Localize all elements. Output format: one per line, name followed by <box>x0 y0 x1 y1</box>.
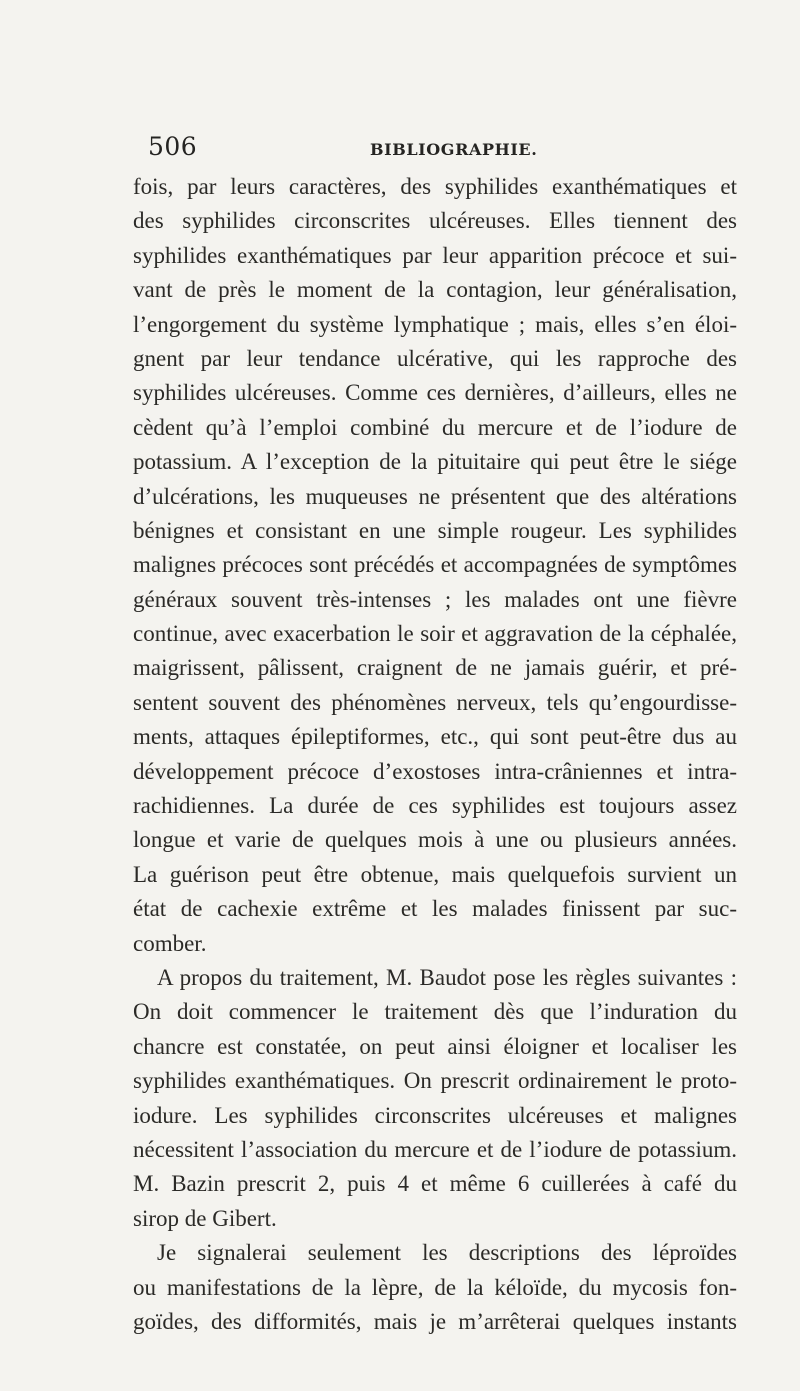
running-title: BIBLIOGRAPHIE. <box>370 140 538 159</box>
text-line: généraux souvent très-intenses ; les malades ont une fièvre <box>133 586 737 612</box>
text-line: bénignes et consistant en une simple rougeur. Les syphilides <box>133 517 737 543</box>
text-line: sirop de Gibert. <box>133 1205 277 1231</box>
text-line: ments, attaques épileptiformes, etc., qui sont peut-être dus au <box>133 724 737 750</box>
text-line: On doit commencer le traitement dès que l’induration du <box>133 999 737 1025</box>
text-line: syphilides exanthématiques. On prescrit ordinairement le proto- <box>133 1068 737 1094</box>
text-line: malignes précoces sont précédés et accompagnées de symptômes <box>133 552 737 578</box>
text-line: état de cachexie extrême et les malades finissent par suc- <box>133 896 737 922</box>
text-line: gnent par leur tendance ulcérative, qui les rapproche des <box>133 345 737 371</box>
text-line: syphilides exanthématiques par leur apparition précoce et sui- <box>133 242 737 268</box>
text-line: M. Bazin prescrit 2, puis 4 et même 6 cuillerées à café du <box>133 1171 737 1197</box>
text-line: sentent souvent des phénomènes nerveux, tels qu’engourdisse- <box>133 689 737 715</box>
text-line: iodure. Les syphilides circonscrites ulcéreuses et malignes <box>133 1102 737 1128</box>
paragraph-3 <box>133 1236 737 1339</box>
text-line: goïdes, des difformités, mais je m’arrêterai quelques instants <box>133 1308 737 1334</box>
text-line: A propos du traitement, M. Baudot pose les règles suivantes : <box>157 964 737 990</box>
text-line: potassium. A l’exception de la pituitaire qui peut être le siége <box>133 449 737 475</box>
text-line: d’ulcérations, les muqueuses ne présentent que des altérations <box>133 483 737 509</box>
text-line: rachidiennes. La durée de ces syphilides est toujours assez <box>133 793 737 819</box>
text-line: comber. <box>133 930 207 956</box>
text-line: ou manifestations de la lèpre, de la kéloïde, du mycosis fon- <box>133 1274 737 1300</box>
text-line: maigrissent, pâlissent, craignent de ne jamais guérir, et pré- <box>133 655 737 681</box>
text-line: La guérison peut être obtenue, mais quelquefois survient un <box>133 861 737 887</box>
text-line: longue et varie de quelques mois à une ou plusieurs années. <box>133 827 737 853</box>
text-line: syphilides ulcéreuses. Comme ces dernières, d’ailleurs, elles ne <box>133 380 737 406</box>
body-text <box>133 170 737 1339</box>
page-header <box>148 128 738 168</box>
page-number: 506 <box>148 132 198 161</box>
text-line: nécessitent l’association du mercure et de l’iodure de potassium. <box>133 1136 737 1162</box>
text-line: cèdent qu’à l’emploi combiné du mercure et de l’iodure de <box>133 414 737 440</box>
text-line: fois, par leurs caractères, des syphilides exanthématiques et <box>133 174 737 199</box>
text-line: chancre est constatée, on peut ainsi éloigner et localiser les <box>133 1033 737 1059</box>
paragraph-1 <box>133 170 737 961</box>
text-line: vant de près le moment de la contagion, leur généralisation, <box>133 277 737 303</box>
text-line: des syphilides circonscrites ulcéreuses. Elles tiennent des <box>133 208 737 234</box>
text-line: Je signalerai seulement les descriptions des léproïdes <box>157 1240 737 1266</box>
text-line: l’engorgement du système lymphatique ; mais, elles s’en éloi- <box>133 311 737 337</box>
text-line: développement précoce d’exostoses intra-crâniennes et intra- <box>133 758 737 784</box>
text-line: continue, avec exacerbation le soir et aggravation de la céphalée, <box>133 621 737 647</box>
paragraph-2 <box>133 961 737 1236</box>
